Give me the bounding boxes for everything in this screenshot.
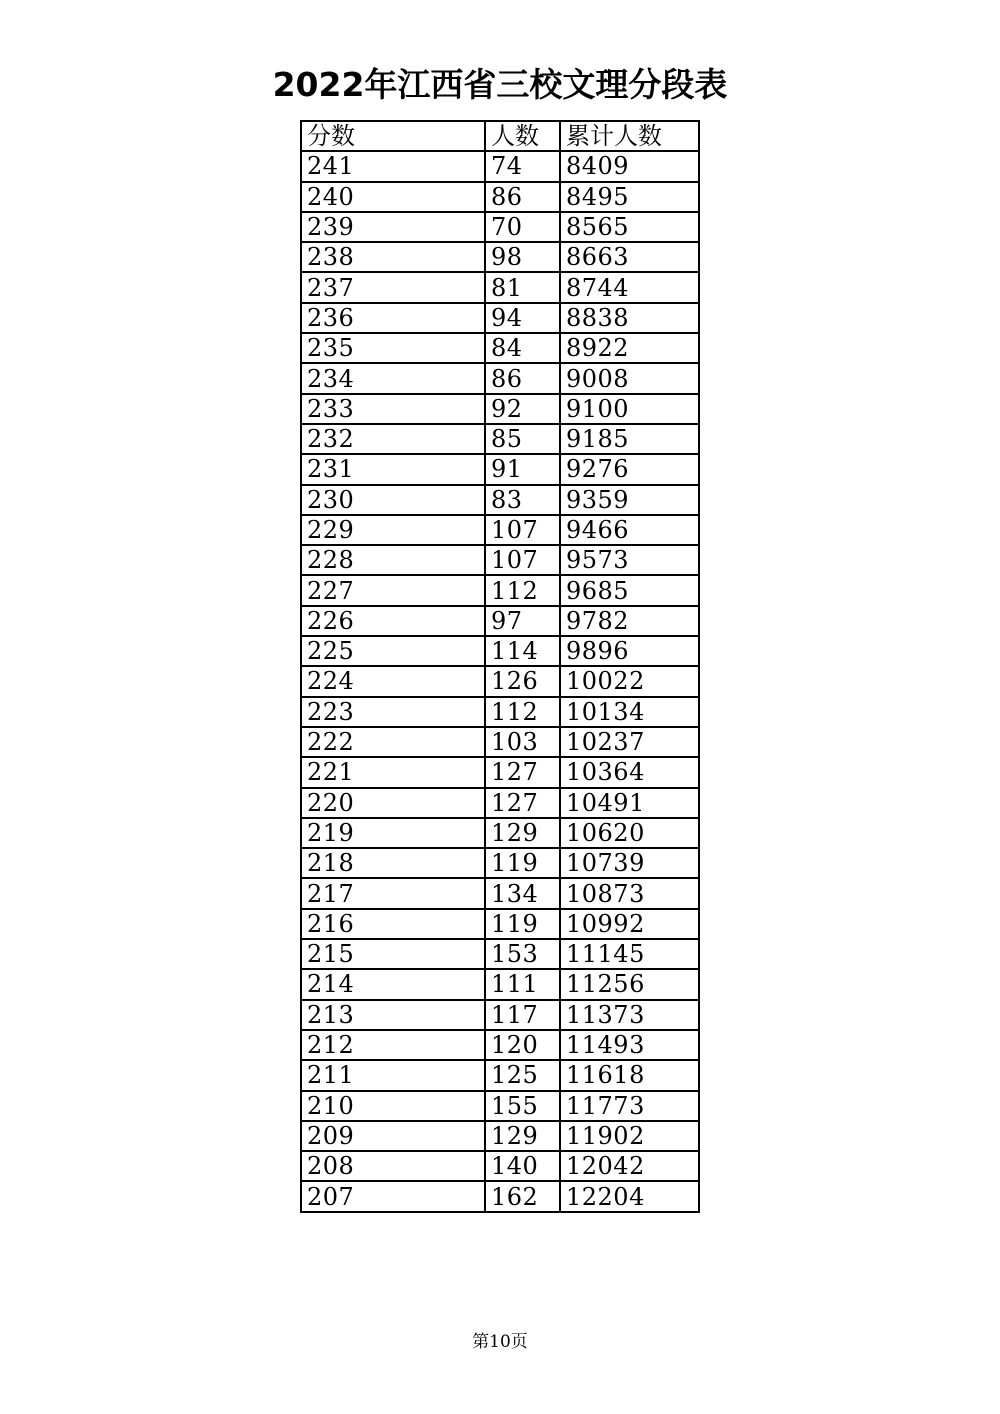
cell-cumulative: 9008 bbox=[560, 363, 699, 393]
header-score: 分数 bbox=[301, 121, 485, 151]
cell-score: 222 bbox=[301, 727, 485, 757]
table-row bbox=[301, 1030, 699, 1060]
cell-score: 235 bbox=[301, 333, 485, 363]
cell-cumulative: 11145 bbox=[560, 939, 699, 969]
table-row bbox=[301, 939, 699, 969]
table-row bbox=[301, 242, 699, 272]
cell-cumulative: 8495 bbox=[560, 182, 699, 212]
cell-count: 125 bbox=[485, 1060, 560, 1090]
cell-count: 81 bbox=[485, 272, 560, 302]
table-row bbox=[301, 606, 699, 636]
cell-score: 207 bbox=[301, 1181, 485, 1211]
cell-cumulative: 12042 bbox=[560, 1151, 699, 1181]
cell-score: 236 bbox=[301, 303, 485, 333]
table-row bbox=[301, 1060, 699, 1090]
cell-score: 238 bbox=[301, 242, 485, 272]
table-row bbox=[301, 909, 699, 939]
cell-count: 127 bbox=[485, 788, 560, 818]
cell-count: 94 bbox=[485, 303, 560, 333]
cell-count: 70 bbox=[485, 212, 560, 242]
table-row bbox=[301, 394, 699, 424]
cell-score: 213 bbox=[301, 1000, 485, 1030]
table-row bbox=[301, 788, 699, 818]
table-row bbox=[301, 424, 699, 454]
table-row bbox=[301, 303, 699, 333]
cell-count: 129 bbox=[485, 1121, 560, 1151]
cell-cumulative: 11618 bbox=[560, 1060, 699, 1090]
cell-cumulative: 10992 bbox=[560, 909, 699, 939]
cell-count: 107 bbox=[485, 515, 560, 545]
cell-cumulative: 9685 bbox=[560, 575, 699, 605]
table-row bbox=[301, 485, 699, 515]
cell-score: 240 bbox=[301, 182, 485, 212]
cell-count: 112 bbox=[485, 697, 560, 727]
table-row bbox=[301, 636, 699, 666]
table-row bbox=[301, 1000, 699, 1030]
cell-score: 221 bbox=[301, 757, 485, 787]
cell-cumulative: 10022 bbox=[560, 666, 699, 696]
table-row bbox=[301, 1091, 699, 1121]
cell-cumulative: 11256 bbox=[560, 969, 699, 999]
table-row bbox=[301, 727, 699, 757]
cell-count: 126 bbox=[485, 666, 560, 696]
cell-cumulative: 9782 bbox=[560, 606, 699, 636]
header-row bbox=[301, 121, 699, 151]
table-row bbox=[301, 575, 699, 605]
table-row bbox=[301, 969, 699, 999]
cell-cumulative: 9100 bbox=[560, 394, 699, 424]
cell-count: 103 bbox=[485, 727, 560, 757]
cell-score: 229 bbox=[301, 515, 485, 545]
cell-score: 217 bbox=[301, 878, 485, 908]
table-row bbox=[301, 363, 699, 393]
table-row bbox=[301, 333, 699, 363]
cell-cumulative: 10739 bbox=[560, 848, 699, 878]
cell-score: 212 bbox=[301, 1030, 485, 1060]
cell-count: 86 bbox=[485, 363, 560, 393]
cell-count: 119 bbox=[485, 848, 560, 878]
cell-score: 232 bbox=[301, 424, 485, 454]
cell-score: 209 bbox=[301, 1121, 485, 1151]
cell-score: 226 bbox=[301, 606, 485, 636]
table-row bbox=[301, 182, 699, 212]
cell-cumulative: 11773 bbox=[560, 1091, 699, 1121]
cell-score: 234 bbox=[301, 363, 485, 393]
cell-count: 140 bbox=[485, 1151, 560, 1181]
cell-score: 211 bbox=[301, 1060, 485, 1090]
cell-count: 129 bbox=[485, 818, 560, 848]
table-row bbox=[301, 1151, 699, 1181]
cell-cumulative: 10364 bbox=[560, 757, 699, 787]
cell-cumulative: 11902 bbox=[560, 1121, 699, 1151]
cell-cumulative: 9466 bbox=[560, 515, 699, 545]
cell-score: 224 bbox=[301, 666, 485, 696]
cell-score: 215 bbox=[301, 939, 485, 969]
cell-cumulative: 8663 bbox=[560, 242, 699, 272]
table-row bbox=[301, 697, 699, 727]
cell-cumulative: 8922 bbox=[560, 333, 699, 363]
cell-count: 74 bbox=[485, 151, 560, 181]
table-header bbox=[301, 121, 699, 151]
cell-score: 218 bbox=[301, 848, 485, 878]
table-row bbox=[301, 454, 699, 484]
cell-cumulative: 8838 bbox=[560, 303, 699, 333]
cell-score: 216 bbox=[301, 909, 485, 939]
cell-score: 231 bbox=[301, 454, 485, 484]
page-title: 2022年江西省三校文理分段表 bbox=[272, 65, 728, 104]
cell-score: 228 bbox=[301, 545, 485, 575]
table-row bbox=[301, 272, 699, 302]
table-row bbox=[301, 878, 699, 908]
cell-count: 83 bbox=[485, 485, 560, 515]
table-row bbox=[301, 545, 699, 575]
cell-count: 117 bbox=[485, 1000, 560, 1030]
cell-count: 84 bbox=[485, 333, 560, 363]
table-row bbox=[301, 757, 699, 787]
cell-count: 134 bbox=[485, 878, 560, 908]
cell-score: 210 bbox=[301, 1091, 485, 1121]
cell-score: 225 bbox=[301, 636, 485, 666]
cell-count: 153 bbox=[485, 939, 560, 969]
cell-cumulative: 9573 bbox=[560, 545, 699, 575]
cell-cumulative: 10134 bbox=[560, 697, 699, 727]
header-count: 人数 bbox=[485, 121, 560, 151]
table-body bbox=[301, 151, 699, 1211]
score-distribution-table bbox=[300, 120, 700, 1213]
cell-count: 155 bbox=[485, 1091, 560, 1121]
cell-score: 208 bbox=[301, 1151, 485, 1181]
cell-score: 223 bbox=[301, 697, 485, 727]
table-row bbox=[301, 818, 699, 848]
cell-cumulative: 9185 bbox=[560, 424, 699, 454]
cell-score: 237 bbox=[301, 272, 485, 302]
cell-score: 219 bbox=[301, 818, 485, 848]
cell-score: 214 bbox=[301, 969, 485, 999]
cell-cumulative: 12204 bbox=[560, 1181, 699, 1211]
cell-cumulative: 8409 bbox=[560, 151, 699, 181]
cell-cumulative: 10237 bbox=[560, 727, 699, 757]
cell-count: 114 bbox=[485, 636, 560, 666]
cell-count: 119 bbox=[485, 909, 560, 939]
cell-score: 220 bbox=[301, 788, 485, 818]
cell-cumulative: 8744 bbox=[560, 272, 699, 302]
cell-cumulative: 9896 bbox=[560, 636, 699, 666]
cell-cumulative: 11493 bbox=[560, 1030, 699, 1060]
cell-count: 111 bbox=[485, 969, 560, 999]
cell-count: 91 bbox=[485, 454, 560, 484]
cell-count: 97 bbox=[485, 606, 560, 636]
table-row bbox=[301, 212, 699, 242]
page-number: 第10页 bbox=[472, 1332, 528, 1352]
table-row bbox=[301, 1121, 699, 1151]
cell-count: 112 bbox=[485, 575, 560, 605]
cell-count: 127 bbox=[485, 757, 560, 787]
cell-cumulative: 10620 bbox=[560, 818, 699, 848]
cell-count: 162 bbox=[485, 1181, 560, 1211]
table-row bbox=[301, 1181, 699, 1211]
cell-count: 120 bbox=[485, 1030, 560, 1060]
cell-score: 241 bbox=[301, 151, 485, 181]
cell-count: 85 bbox=[485, 424, 560, 454]
cell-score: 230 bbox=[301, 485, 485, 515]
cell-cumulative: 10873 bbox=[560, 878, 699, 908]
header-cumulative: 累计人数 bbox=[560, 121, 699, 151]
table-row bbox=[301, 848, 699, 878]
table-row bbox=[301, 515, 699, 545]
cell-count: 107 bbox=[485, 545, 560, 575]
cell-cumulative: 8565 bbox=[560, 212, 699, 242]
cell-score: 239 bbox=[301, 212, 485, 242]
cell-cumulative: 10491 bbox=[560, 788, 699, 818]
cell-count: 92 bbox=[485, 394, 560, 424]
cell-count: 98 bbox=[485, 242, 560, 272]
cell-cumulative: 9276 bbox=[560, 454, 699, 484]
table-row bbox=[301, 666, 699, 696]
cell-cumulative: 9359 bbox=[560, 485, 699, 515]
cell-score: 227 bbox=[301, 575, 485, 605]
cell-score: 233 bbox=[301, 394, 485, 424]
cell-count: 86 bbox=[485, 182, 560, 212]
table-row bbox=[301, 151, 699, 181]
cell-cumulative: 11373 bbox=[560, 1000, 699, 1030]
